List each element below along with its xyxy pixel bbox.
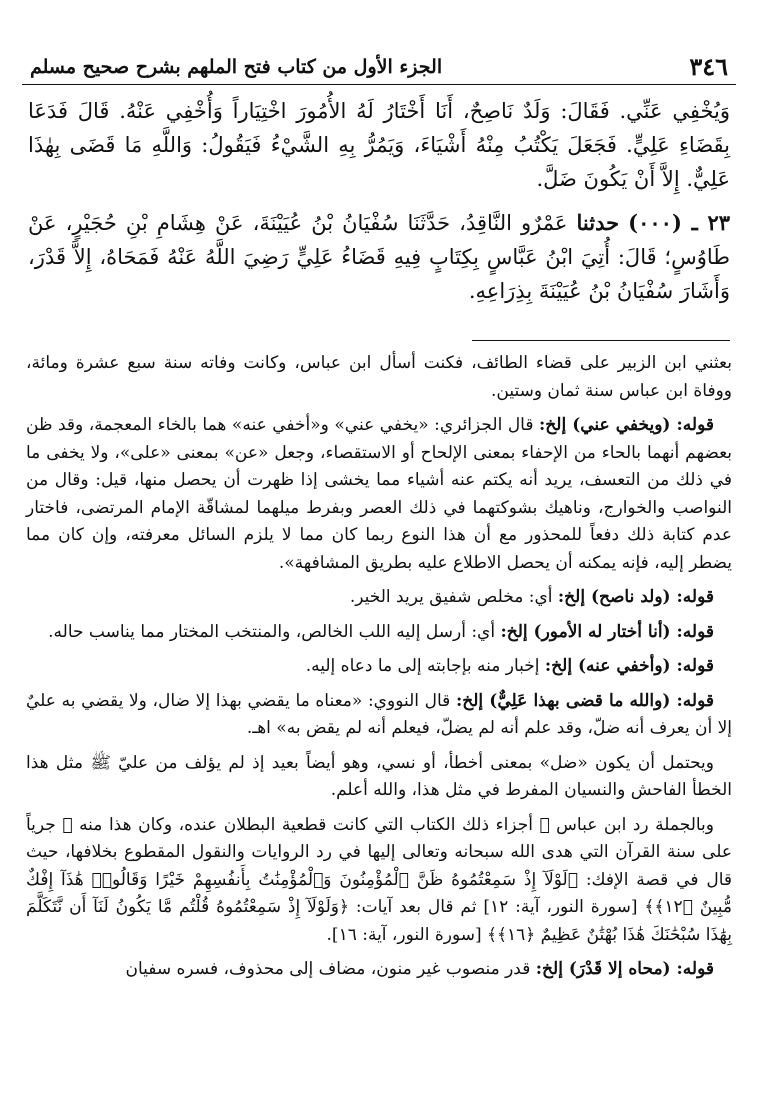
- note-mahahu: [26, 956, 732, 984]
- commentary: [26, 350, 732, 991]
- hadith-number: ٢٣ ـ (٠٠٠): [628, 210, 730, 235]
- note-text: إخبار منه بإجابته إلى ما دعاه إليه.: [305, 656, 540, 676]
- note-continuation: بعثني ابن الزبير على قضاء الطائف، فكنت أسأل ابن عباس، وكانت وفاته سنة سبع عشرة ومائة، ووفاة ابن عباس سنة ثمان وستين.: [26, 353, 732, 401]
- note-akhtar: [26, 619, 732, 647]
- note-dalla: ويحتمل أن يكون «ضل» بمعنى أخطأ، أو نسي، وهو أيضاً بعيد إذ لم يؤلف من عليّ ﷺ مثل هذا الخطأ الفاحش والنسيان المفرط في مثل هذا، والله أعلم.: [26, 752, 732, 800]
- page-number: ٣٤٦: [689, 52, 728, 81]
- note-label: قوله: (ولد ناصح) إلخ:: [557, 587, 714, 607]
- note-walad-nasih: [26, 584, 732, 612]
- hadith-23: [28, 206, 730, 308]
- running-header: [22, 50, 736, 85]
- note-text: قال النووي: «معناه ما يقضي بهذا إلا ضال، ولا يقضي به عليٌ إلا أن يعرف أنه ضلّ، وقد علم أنه لم يضلّ، فيعلم أنه لم يقض به» اهـ.: [26, 690, 732, 738]
- note-wallahi: [26, 688, 732, 743]
- note-label: قوله: (محاه إلا قَدْرَ) إلخ:: [535, 959, 714, 979]
- note-summary: وبالجملة رد ابن عباس ﷺ أجزاء ذلك الكتاب التي كانت قطعية البطلان عنده، وكان هذا منه ﷺ جرياً على سنة القرآن التي هدى الله سبحانه وتعالى إليها في رد الروايات والنقول المقطوع بخلافها، حيث قال في قصة الإفك: ﴿لَوْلَآ إِذْ سَمِعْتُمُوهُ ظَنَّ ٱلْمُؤْمِنُونَ وَٱلْمُؤْمِنَٰتُ بِأَنفُسِهِمْ خَيْرًا وَقَالُوا۟ هَٰذَآ إِفْكٌ مُّبِينٌ ﴿١٢﴾﴾ [سورة النور، آية: ١٢] ثم قال بعد آيات: ﴿وَلَوْلَآ إِذْ سَمِعْتُمُوهُ قُلْتُم مَّا يَكُونُ لَنَآ أَن نَّتَكَلَّمَ بِهَٰذَا سُبْحَٰنَكَ هَٰذَا بُهْتَٰنٌ عَظِيمٌ ﴿١٦﴾﴾ [سورة النور، آية: ١٦].: [26, 814, 732, 945]
- note-yukhfi: [26, 412, 732, 577]
- note-text: قدر منصوب غير منون، مضاف إلى محذوف، فسره سفيان: [125, 959, 531, 979]
- note-label: قوله: (والله ما قضى بهذا عَلِيٌّ) إلخ:: [455, 690, 715, 711]
- hadith-text: عَمْرٌو النَّاقِدُ، حَدَّثَنَا سُفْيَانُ بْنُ عُيَيْنَةَ، عَنْ هِشَامِ بْنِ حُجَيْرٍ، عَنْ طَاوُسٍ؛ قَالَ: أُتِيَ ابْنُ عَبَّاسٍ بِكِتَابٍ فِيهِ قَضَاءُ عَلِيٍّ رَضِيَ اللَّهُ عَنْهُ فَمَحَاهُ، إِلاَّ قَدْرَ، وَأَشَارَ سُفْيَانُ بْنُ عُيَيْنَةَ بِذِرَاعِهِ.: [28, 211, 730, 303]
- note-label: قوله: (ويخفي عني) إلخ:: [539, 415, 714, 435]
- haddathana-keyword: حدثنا: [576, 210, 620, 235]
- hadith-continuation: وَيُخْفِي عَنِّي. فَقَالَ: وَلَدٌ نَاصِحٌ، أَنَا أَخْتَارُ لَهُ الأُمُورَ اخْتِيَاراً وَأُخْفِي عَنْهُ. قَالَ فَدَعَا بِقَضَاءِ عَلِيٍّ. فَجَعَلَ يَكْتُبُ مِنْهُ أَشْيَاءَ، وَيَمُرُّ بِهِ الشَّيْءُ فَيَقُولُ: وَاللَّهِ مَا قَضَى بِهٰذَا عَلِيٌّ. إِلاَّ أَنْ يَكُونَ ضَلَّ.: [28, 99, 730, 191]
- note-text: قال الجزائري: «يخفي عني» و«أخفي عنه» هما بالخاء المعجمة، وقد ظن بعضهم أنهما بالحاء من الإحفاء بمعنى الإلحاح أو الاستقصاء، وجعل «عن» بمعنى «على»، ولا يخفى ما في ذلك من التعسف، يريد أنه يكتم عنه أشياء مما يخشى إذا ظهرت أن يحصل منها، قيل: وقال من النواصب والخوارج، وناهيك بشوكتهما في ذلك العصر وبفرط ميلهما لمشاقّة الإمام المرتضى، فاختار عدم كتابة ذلك دفعاً للمحذور مع أن هذا النوع ربما كان مما لا يلزم السائل معرفته، وإن كان مما يضطر إليه، فإنه يمكنه أن يحصل الاطلاع عليه بطريق المشافهة».: [26, 415, 732, 573]
- note-label: قوله: (أنا أختار له الأمور) إلخ:: [500, 621, 714, 642]
- note-label: قوله: (وأخفي عنه) إلخ:: [544, 656, 714, 676]
- book-title: الجزء الأول من كتاب فتح الملهم بشرح صحيح مسلم: [30, 56, 443, 78]
- note-text: أي: أرسل إليه اللب الخالص، والمنتخب المختار مما يناسب حاله.: [48, 621, 496, 642]
- footnote-divider: [472, 340, 730, 341]
- note-ukhfi: [26, 653, 732, 681]
- note-text: أي: مخلص شفيق يريد الخير.: [349, 587, 553, 607]
- page: [22, 0, 736, 1094]
